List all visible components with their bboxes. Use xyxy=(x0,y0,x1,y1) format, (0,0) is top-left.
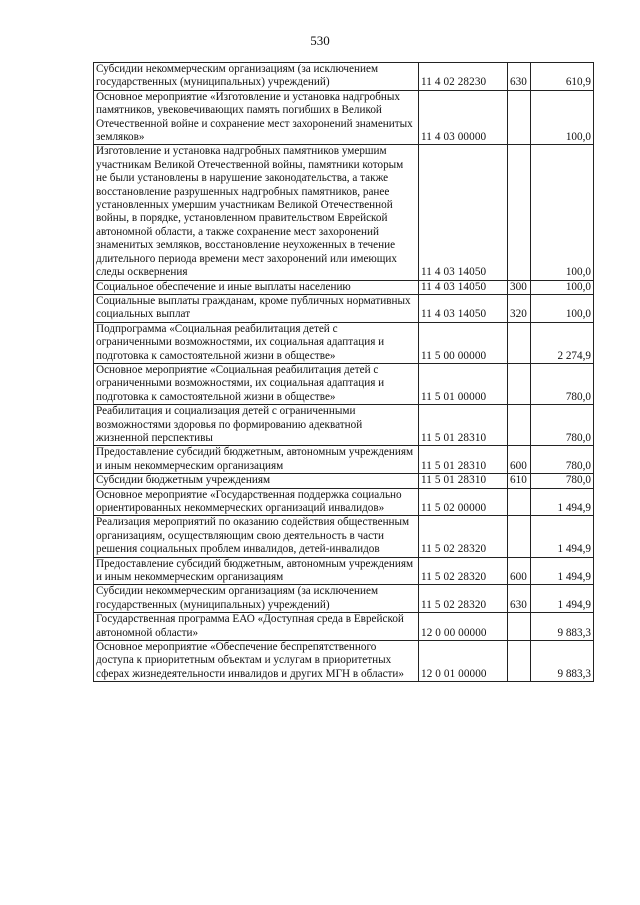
table-row xyxy=(94,405,594,446)
row-name-cell: Основное мероприятие «Государственная поддержка социально ориентированных некоммерческих организаций инвалидов» xyxy=(94,488,419,516)
row-expense-type-cell xyxy=(508,488,531,516)
row-expense-type-cell xyxy=(508,322,531,363)
row-name-cell: Реабилитация и социализация детей с ограниченными возможностями здоровья по формированию адекватной жизненной перспективы xyxy=(94,405,419,446)
table-row xyxy=(94,641,594,682)
row-name-cell: Социальное обеспечение и иные выплаты населению xyxy=(94,280,419,294)
row-name-cell: Предоставление субсидий бюджетным, автономным учреждениям и иным некоммерческим организациям xyxy=(94,557,419,585)
row-expense-type-cell: 600 xyxy=(508,557,531,585)
row-code-cell: 12 0 00 00000 xyxy=(419,613,508,641)
row-name-cell: Основное мероприятие «Социальная реабилитация детей с ограниченными возможностями, их социальная адаптация и подготовка к самостоятельной жизни в обществе» xyxy=(94,363,419,404)
row-name-cell: Субсидии некоммерческим организациям (за исключением государственных (муниципальных) учреждений) xyxy=(94,63,419,91)
table-row xyxy=(94,585,594,613)
row-sum-cell: 100,0 xyxy=(531,145,594,280)
table-row xyxy=(94,516,594,557)
row-sum-cell: 610,9 xyxy=(531,63,594,91)
row-code-cell: 11 4 03 00000 xyxy=(419,90,508,145)
row-name-cell: Основное мероприятие «Изготовление и установка надгробных памятников, увековечивающих память погибших в Великой Отечественной войне и сохранение мест захоронений знаменитых земляков» xyxy=(94,90,419,145)
row-sum-cell: 780,0 xyxy=(531,363,594,404)
table-row xyxy=(94,557,594,585)
table-row xyxy=(94,446,594,474)
row-code-cell: 11 4 03 14050 xyxy=(419,145,508,280)
row-name-cell: Субсидии некоммерческим организациям (за исключением государственных (муниципальных) учреждений) xyxy=(94,585,419,613)
table-row xyxy=(94,488,594,516)
budget-table-body xyxy=(94,63,594,682)
table-row xyxy=(94,322,594,363)
row-code-cell: 11 5 02 28320 xyxy=(419,585,508,613)
row-code-cell: 11 5 02 28320 xyxy=(419,557,508,585)
row-sum-cell: 9 883,3 xyxy=(531,613,594,641)
row-name-cell: Основное мероприятие «Обеспечение беспрепятственного доступа к приоритетным объектам и услугам в приоритетных сферах жизнедеятельности инвалидов и других МГН в области» xyxy=(94,641,419,682)
row-expense-type-cell: 600 xyxy=(508,446,531,474)
row-name-cell: Предоставление субсидий бюджетным, автономным учреждениям и иным некоммерческим организациям xyxy=(94,446,419,474)
table-row xyxy=(94,90,594,145)
row-expense-type-cell xyxy=(508,641,531,682)
row-code-cell: 11 4 02 28230 xyxy=(419,63,508,91)
row-expense-type-cell: 610 xyxy=(508,474,531,488)
row-sum-cell: 100,0 xyxy=(531,90,594,145)
row-expense-type-cell: 630 xyxy=(508,63,531,91)
row-name-cell: Субсидии бюджетным учреждениям xyxy=(94,474,419,488)
row-code-cell: 11 5 02 28320 xyxy=(419,516,508,557)
row-sum-cell: 780,0 xyxy=(531,446,594,474)
row-expense-type-cell xyxy=(508,363,531,404)
row-code-cell: 11 5 00 00000 xyxy=(419,322,508,363)
table-row xyxy=(94,363,594,404)
row-expense-type-cell xyxy=(508,516,531,557)
page-number: 530 xyxy=(310,33,330,48)
row-sum-cell: 2 274,9 xyxy=(531,322,594,363)
table-row xyxy=(94,474,594,488)
row-code-cell: 11 5 01 28310 xyxy=(419,405,508,446)
row-code-cell: 11 4 03 14050 xyxy=(419,280,508,294)
row-code-cell: 11 5 02 00000 xyxy=(419,488,508,516)
row-expense-type-cell xyxy=(508,405,531,446)
row-sum-cell: 1 494,9 xyxy=(531,585,594,613)
row-code-cell: 11 5 01 28310 xyxy=(419,474,508,488)
row-sum-cell: 1 494,9 xyxy=(531,488,594,516)
row-sum-cell: 780,0 xyxy=(531,474,594,488)
row-expense-type-cell xyxy=(508,145,531,280)
row-sum-cell: 100,0 xyxy=(531,280,594,294)
row-sum-cell: 780,0 xyxy=(531,405,594,446)
row-sum-cell: 1 494,9 xyxy=(531,516,594,557)
row-name-cell: Подпрограмма «Социальная реабилитация детей с ограниченными возможностями, их социальная адаптация и подготовка к самостоятельной жизни в обществе» xyxy=(94,322,419,363)
row-code-cell: 11 4 03 14050 xyxy=(419,294,508,322)
table-row xyxy=(94,613,594,641)
row-sum-cell: 1 494,9 xyxy=(531,557,594,585)
row-expense-type-cell: 320 xyxy=(508,294,531,322)
table-row xyxy=(94,63,594,91)
budget-table xyxy=(93,62,594,682)
row-name-cell: Реализация мероприятий по оказанию содействия общественным организациям, осуществляющим свою деятельность в части решения социальных проблем инвалидов, детей-инвалидов xyxy=(94,516,419,557)
row-name-cell: Изготовление и установка надгробных памятников умершим участникам Великой Отечественной войны, памятники которым не были установлены в нарушение законодательства, а также восстановление разрушенных надгробных памятников, ранее установленных умершим участникам Великой Отечественной войны, в порядке, установленном правительством Еврейской автономной области, а также сохранение мест захоронений знаменитых земляков, восстановление неухоженных в течение длительного периода времени мест захоронений или имеющих следы осквернения xyxy=(94,145,419,280)
row-name-cell: Социальные выплаты гражданам, кроме публичных нормативных социальных выплат xyxy=(94,294,419,322)
row-name-cell: Государственная программа ЕАО «Доступная среда в Еврейской автономной области» xyxy=(94,613,419,641)
row-expense-type-cell xyxy=(508,613,531,641)
table-row xyxy=(94,294,594,322)
row-expense-type-cell xyxy=(508,90,531,145)
table-row xyxy=(94,145,594,280)
row-sum-cell: 100,0 xyxy=(531,294,594,322)
row-code-cell: 12 0 01 00000 xyxy=(419,641,508,682)
table-row xyxy=(94,280,594,294)
row-expense-type-cell: 300 xyxy=(508,280,531,294)
row-code-cell: 11 5 01 28310 xyxy=(419,446,508,474)
row-sum-cell: 9 883,3 xyxy=(531,641,594,682)
row-code-cell: 11 5 01 00000 xyxy=(419,363,508,404)
row-expense-type-cell: 630 xyxy=(508,585,531,613)
